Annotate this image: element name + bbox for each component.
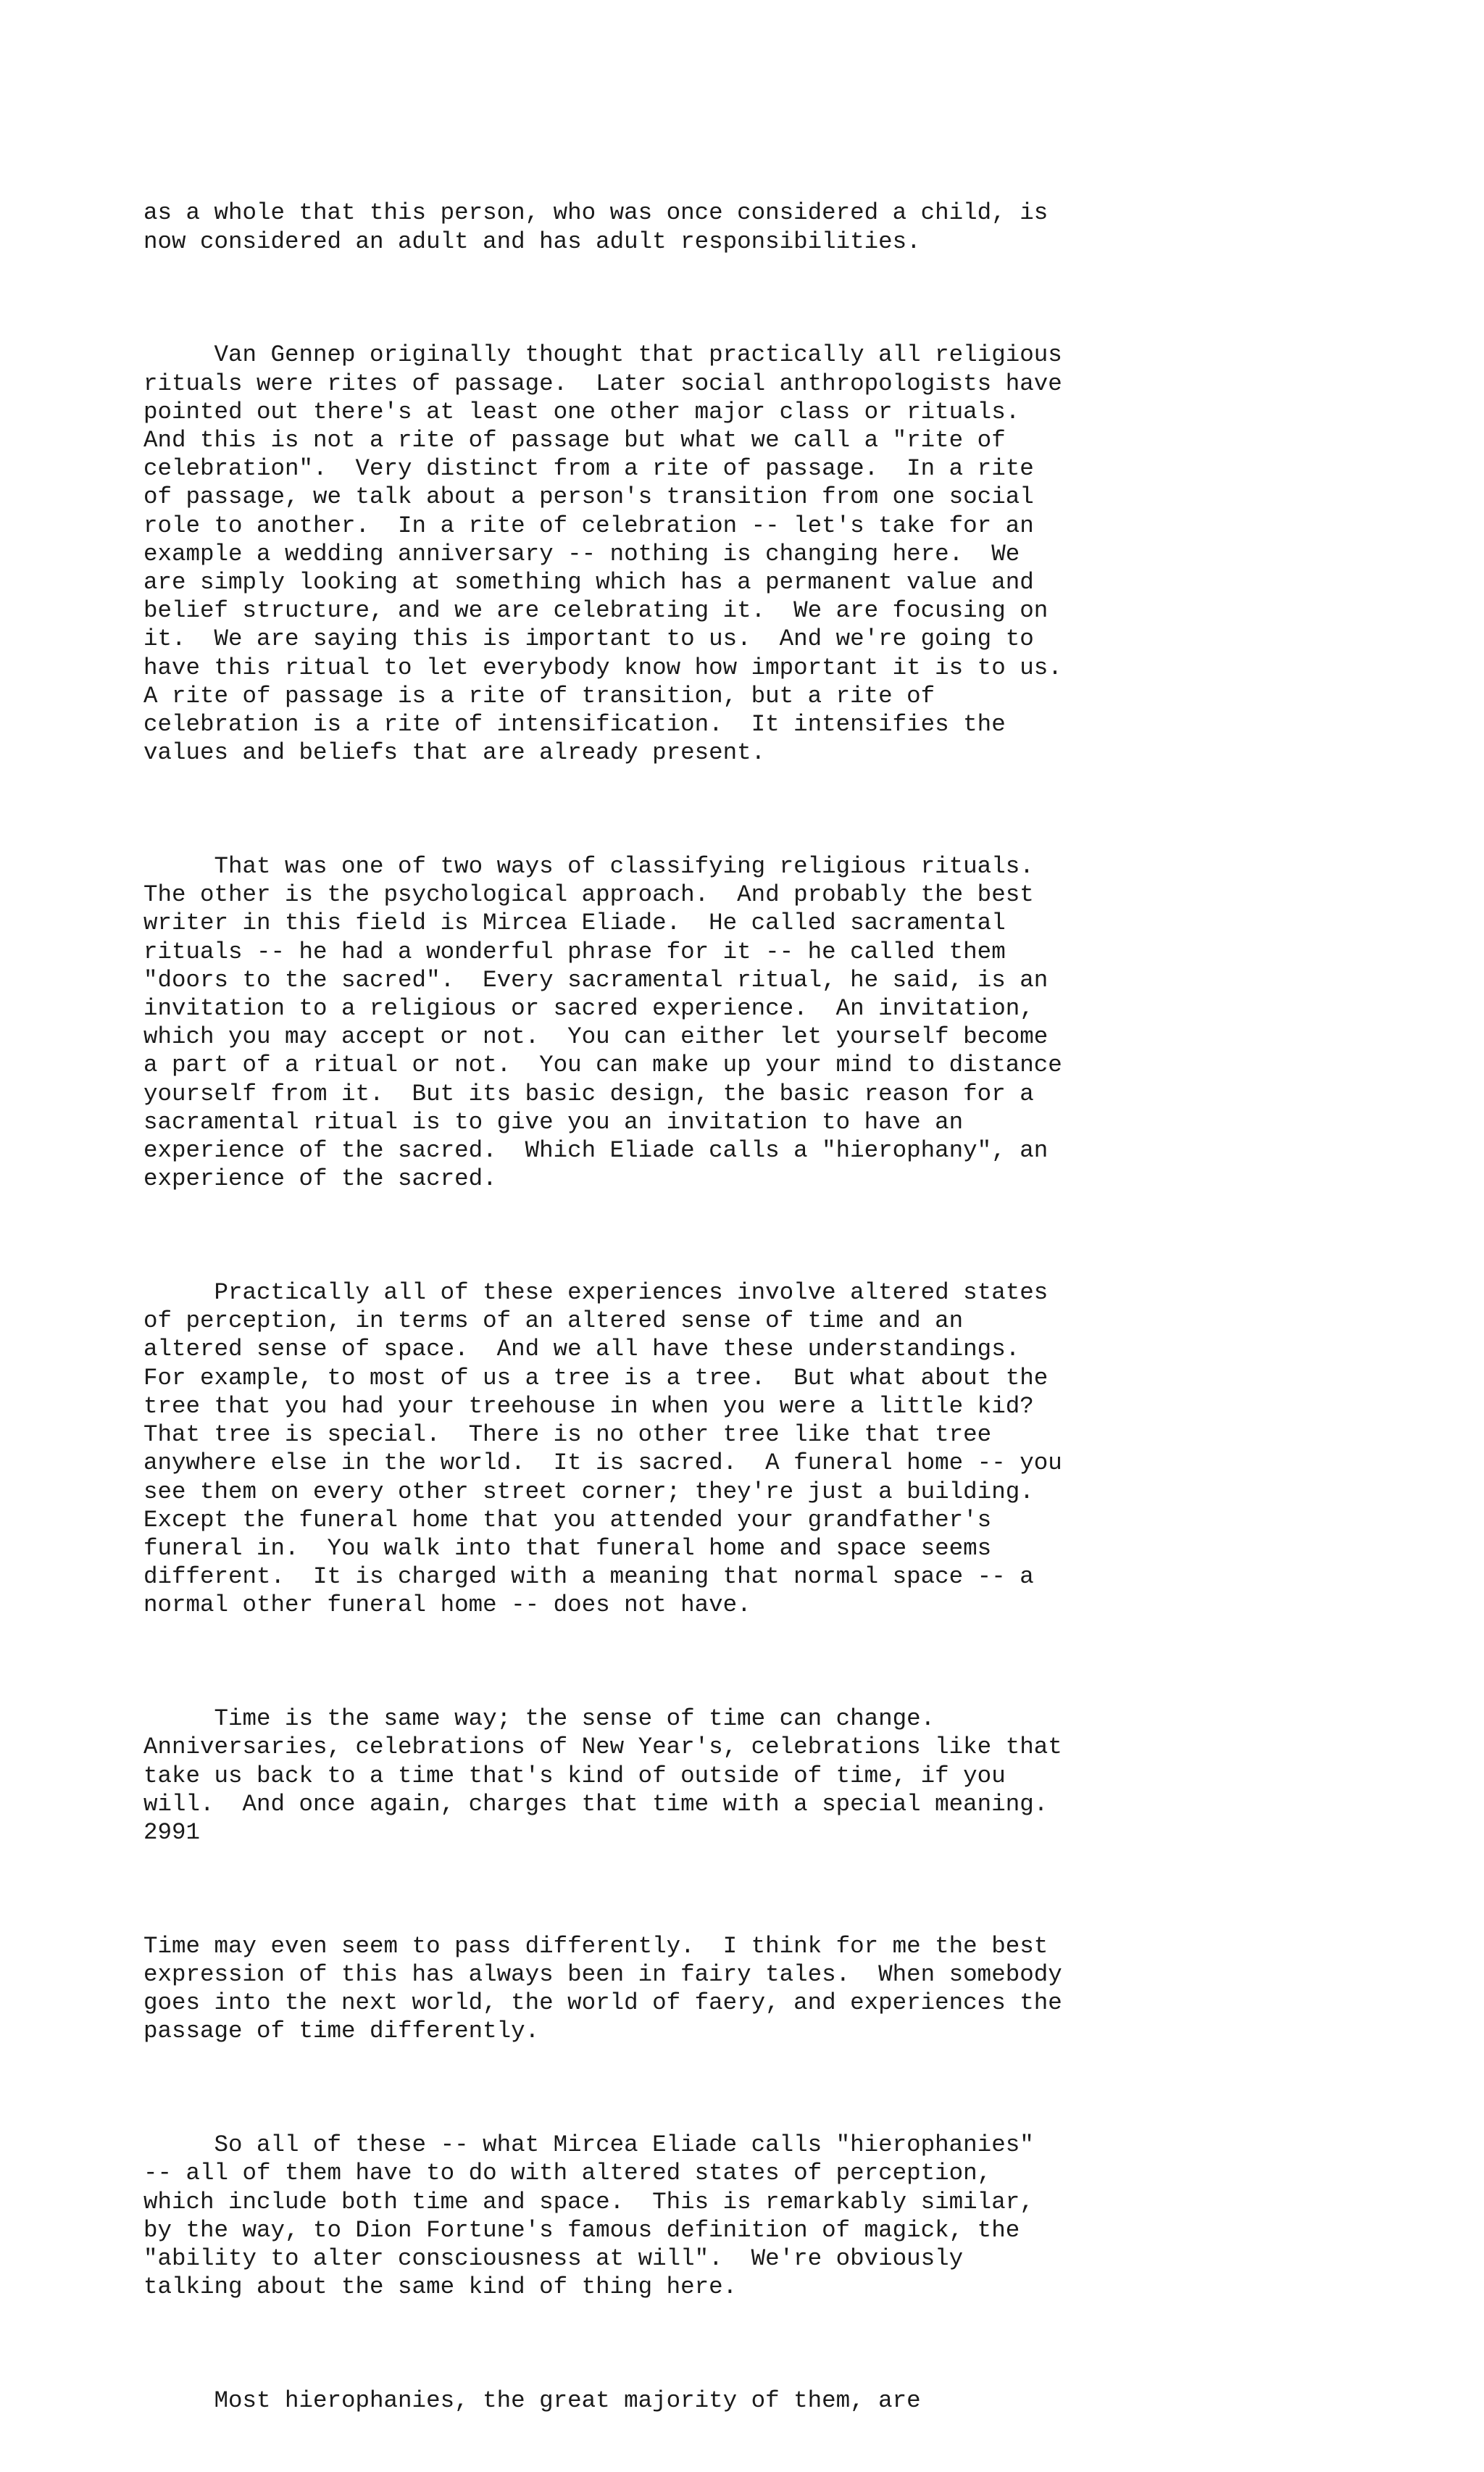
paragraph: That was one of two ways of classifying religious rituals. The other is the psychological approach. And probably the best writer in this field is Mircea Eliade. He called sacramental rituals -- he had a wonderful phrase for it -- he called them "doors to the sacred". Every sacramental ritual, he said, is an invitation to a religious or sacred experience. An invitation, which you may accept or not. You can either let yourself become a part of a ritual or not. You can make up your mind to distance yourself from it. But its basic design, the basic reason for a sacramental ritual is to give you an invitation to have an experience of the sacred. Which Eliade calls a "hierophany", an experience of the sacred. (143, 853, 1062, 1193)
paragraph: Practically all of these experiences involve altered states of perception, in terms of an altered sense of time and an altered sense of space. And we all have these understandings. For example, to most of us a tree is a tree. But what about the tree that you had your treehouse in when you were a little kid? That tree is special. There is no other tree like that tree anywhere else in the world. It is sacred. A funeral home -- you see them on every other street corner; they're just a building. Except the funeral home that you attended your grandfather's funeral in. You walk into that funeral home and space seems different. It is charged with a meaning that normal space -- a normal other funeral home -- does not have. (143, 1279, 1062, 1619)
transcript-text (143, 142, 1375, 2472)
paragraph: Most hierophanies, the great majority of them, are (143, 2386, 921, 2414)
paragraph: Van Gennep originally thought that practically all religious rituals were rites of passage. Later social anthropologists have pointed out there's at least one other major class or rituals. And this is not a rite of passage but what we call a "rite of celebration". Very distinct from a rite of passage. In a rite of passage, we talk about a person's transition from one social role to another. In a rite of celebration -- let's take for an example a wedding anniversary -- nothing is changing here. We are simply looking at something which has a permanent value and belief structure, and we are celebrating it. We are focusing on it. We are saying this is important to us. And we're going to have this ritual to let everybody know how important it is to us. A rite of passage is a rite of transition, but a rite of celebration is a rite of intensification. It intensifies the values and beliefs that are already present. (143, 341, 1062, 767)
paragraph: as a whole that this person, who was once considered a child, is now considered an adult and has adult responsibilities. (143, 199, 1049, 255)
paragraph: Time may even seem to pass differently. I think for me the best expression of this has always been in fairy tales. When somebody goes into the next world, the world of faery, and experiences the passage of time differently. (143, 1932, 1062, 2045)
paragraph: So all of these -- what Mircea Eliade calls "hierophanies" -- all of them have to do with altered states of perception, which include both time and space. This is remarkably similar, by the way, to Dion Fortune's famous definition of magick, the "ability to alter consciousness at will". We're obviously talking about the same kind of thing here. (143, 2131, 1034, 2301)
paragraph: Time is the same way; the sense of time can change. Anniversaries, celebrations of New Year's, celebrations like that take us back to a time that's kind of outside of time, if you will. And once again, charges that time with a special meaning. 2991 (143, 1705, 1062, 1846)
